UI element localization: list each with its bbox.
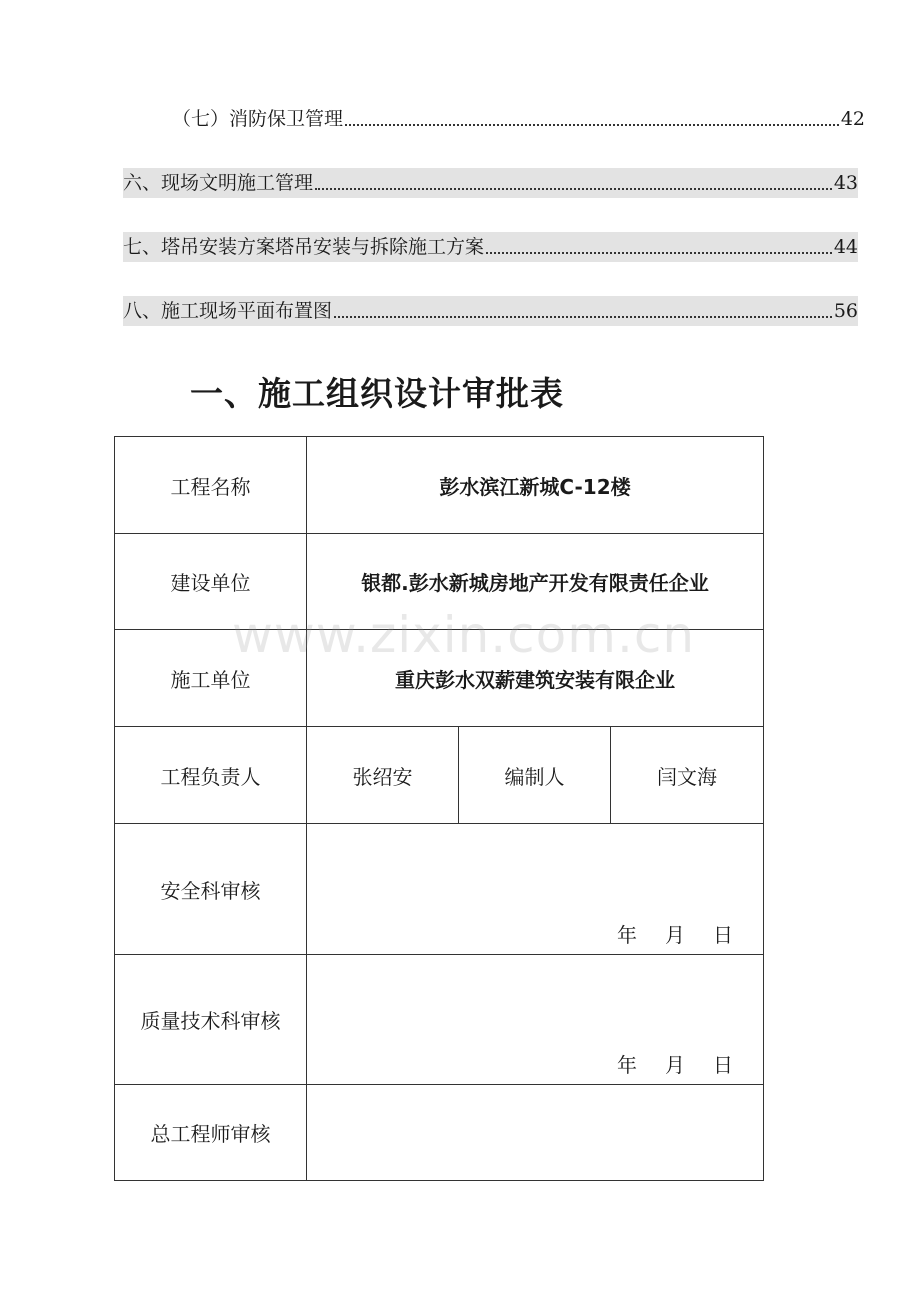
toc-entry-title: （七）消防保卫管理: [172, 108, 344, 130]
date-line: [617, 1049, 733, 1078]
toc-entry-page: 42: [840, 108, 865, 130]
date-month: 月: [665, 923, 685, 947]
date-year: 年: [617, 1053, 637, 1077]
table-row: [115, 630, 764, 727]
developer-value: 银都.彭水新城房地产开发有限责任企业: [307, 534, 764, 630]
date-day: 日: [713, 1053, 733, 1077]
table-row: [115, 955, 764, 1085]
toc-entry[interactable]: [123, 168, 858, 198]
toc-entry-title: 七、塔吊安装方案塔吊安装与拆除施工方案: [123, 236, 485, 258]
compiler-label: 编制人: [459, 727, 611, 824]
toc-leader-dots: [486, 252, 832, 254]
manager-label: 工程负责人: [115, 727, 307, 824]
chief-engineer-review-label: 总工程师审核: [115, 1085, 307, 1181]
table-row: [115, 727, 764, 824]
section-heading: 一、施工组织设计审批表: [190, 374, 564, 413]
toc-entry-page: 44: [833, 236, 858, 258]
toc-entry[interactable]: [172, 104, 865, 134]
date-month: 月: [665, 1053, 685, 1077]
date-year: 年: [617, 923, 637, 947]
developer-label: 建设单位: [115, 534, 307, 630]
manager-value: 张绍安: [307, 727, 459, 824]
toc-leader-dots: [334, 316, 832, 318]
date-line: [617, 919, 733, 948]
project-name-label: 工程名称: [115, 437, 307, 534]
chief-engineer-review-field[interactable]: [307, 1085, 764, 1181]
quality-review-label: 质量技术科审核: [115, 955, 307, 1085]
safety-review-field[interactable]: [307, 824, 764, 955]
contractor-value: 重庆彭水双薪建筑安装有限企业: [307, 630, 764, 727]
toc-entry-title: 八、施工现场平面布置图: [123, 300, 333, 322]
toc-entry[interactable]: [123, 296, 858, 326]
safety-review-label: 安全科审核: [115, 824, 307, 955]
project-name-value: 彭水滨江新城C-12楼: [307, 437, 764, 534]
table-row: [115, 437, 764, 534]
contractor-label: 施工单位: [115, 630, 307, 727]
toc-entry-page: 56: [833, 300, 858, 322]
watermark: www.zixin.com.cn: [232, 606, 696, 664]
toc-entry[interactable]: [123, 232, 858, 262]
table-row: [115, 534, 764, 630]
table-row: [115, 824, 764, 955]
compiler-value: 闫文海: [611, 727, 764, 824]
quality-review-field[interactable]: [307, 955, 764, 1085]
toc-entry-page: 43: [833, 172, 858, 194]
approval-table: [114, 436, 764, 1181]
table-row: [115, 1085, 764, 1181]
toc-leader-dots: [345, 124, 839, 126]
toc-entry-title: 六、现场文明施工管理: [123, 172, 314, 194]
date-day: 日: [713, 923, 733, 947]
toc-leader-dots: [315, 188, 832, 190]
